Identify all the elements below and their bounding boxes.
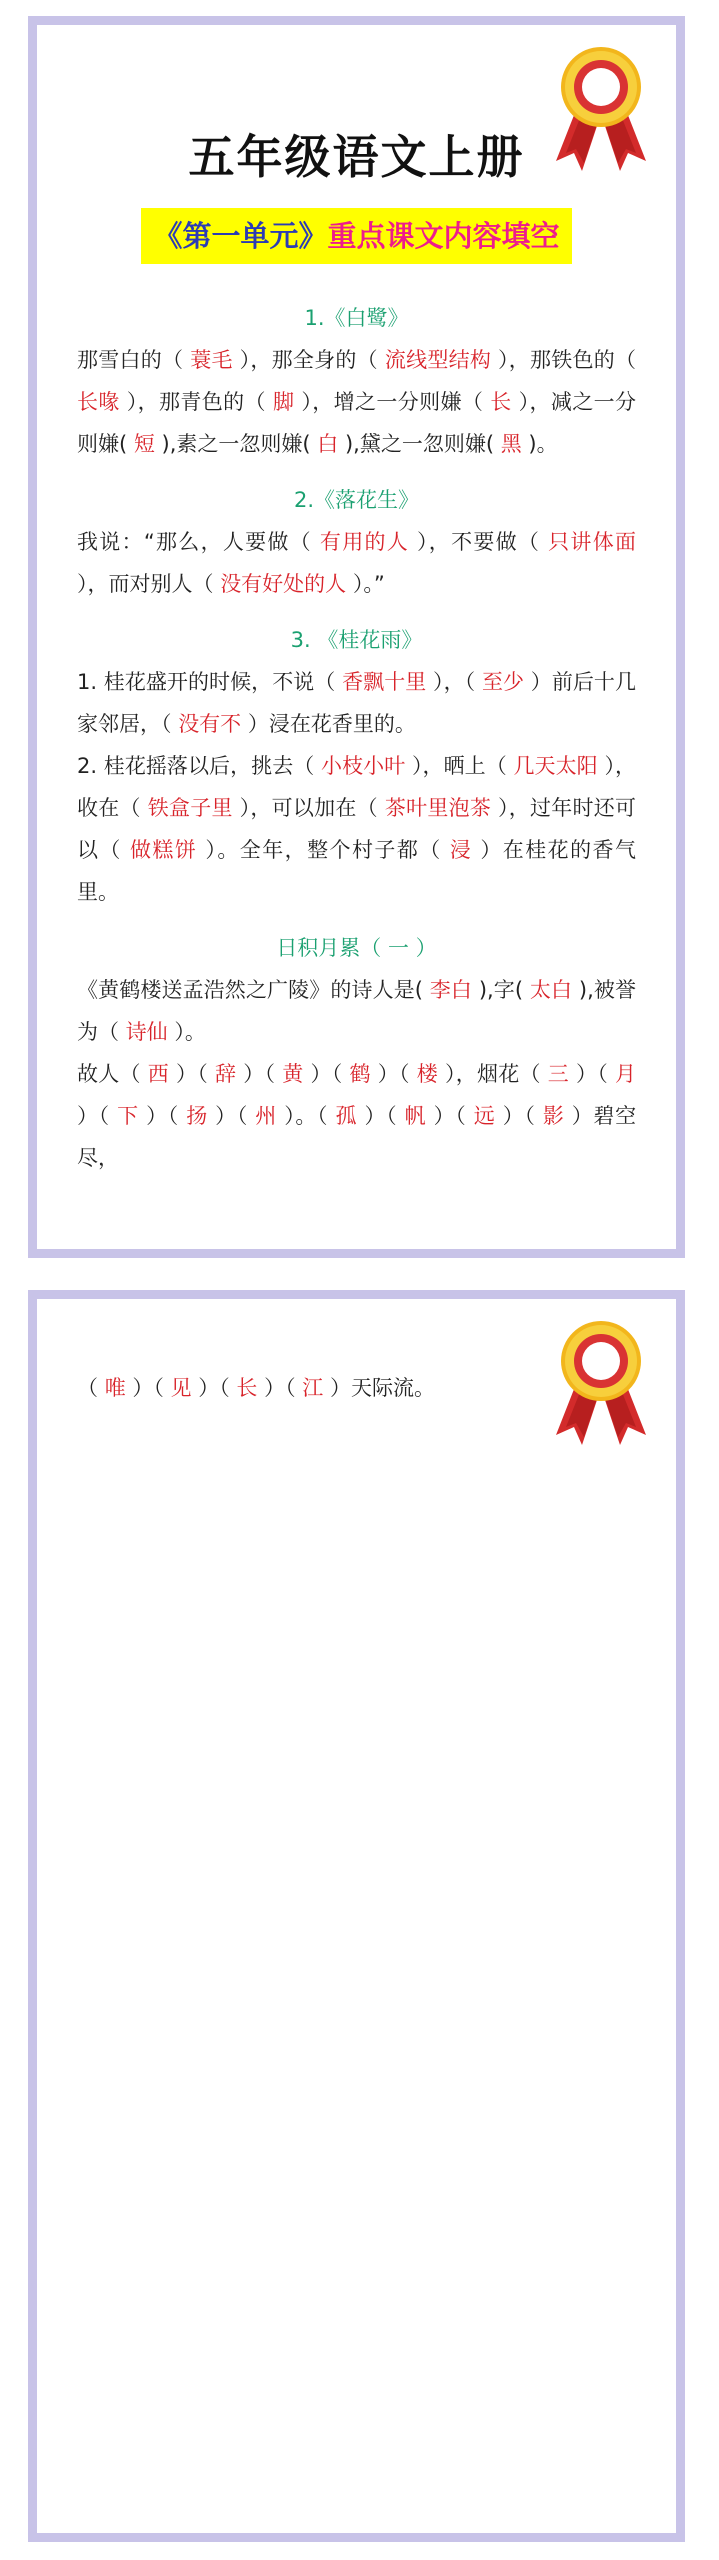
paragraph-text: ）（: [303, 1062, 350, 1086]
fill-in-paragraph: [77, 1053, 636, 1179]
lesson-section: [77, 619, 636, 913]
answer-text: 楼: [416, 1062, 438, 1086]
answer-text: 江: [302, 1376, 324, 1400]
paragraph-text: ）（: [77, 1104, 118, 1128]
paragraph-text: ），那铁色的（: [491, 348, 637, 372]
answer-text: 长喙: [77, 390, 120, 414]
paragraph-text: 故人（: [77, 1062, 148, 1086]
worksheet-content-continued: [77, 1367, 636, 1409]
subtitle-unit: 《第一单元》: [153, 219, 328, 253]
paragraph-text: ），烟花（: [438, 1062, 548, 1086]
answer-text: 李白: [429, 978, 473, 1002]
paragraph-text: ），可以加在（: [232, 796, 385, 820]
paragraph-text: ），过年时还可以（: [77, 796, 637, 862]
paragraph-text: ）在桂花的香气里。: [77, 838, 636, 904]
fill-in-paragraph: [77, 1367, 636, 1409]
answer-text: 远: [473, 1104, 496, 1128]
paragraph-text: ),黛之一忽则嫌(: [338, 432, 501, 456]
paragraph-text: ）（: [236, 1062, 283, 1086]
answer-text: 流线型结构: [384, 348, 492, 372]
paragraph-text: ），那全身的（: [232, 348, 385, 372]
answer-text: 太白: [529, 978, 573, 1002]
paragraph-text: ），减之一分则嫌(: [77, 390, 637, 456]
paragraph-text: ）（: [207, 1104, 256, 1128]
paragraph-text: ）（: [426, 1104, 474, 1128]
lesson-section: [77, 479, 636, 605]
answer-text: 至少: [481, 670, 525, 694]
answer-text: 没有不: [178, 712, 242, 736]
paragraph-text: ）天际流。: [323, 1376, 435, 1400]
paragraph-text: )。: [521, 432, 558, 456]
paragraph-text: ），而对别人（: [77, 572, 221, 596]
subtitle-bar: [37, 208, 676, 264]
answer-text: 西: [147, 1062, 170, 1086]
answer-text: 影: [542, 1104, 565, 1128]
page-title: 五年级语文上册: [188, 130, 525, 184]
paragraph-text: （: [77, 1376, 105, 1400]
answer-text: 茶叶里泡茶: [384, 796, 492, 820]
lesson-section: [77, 297, 636, 465]
fill-in-paragraph: [77, 745, 636, 913]
section-heading: 2.《落花生》: [293, 488, 420, 512]
answer-text: 短: [133, 432, 155, 456]
answer-text: 三: [547, 1062, 570, 1086]
paragraph-text: ）（: [125, 1376, 171, 1400]
answer-text: 没有好处的人: [220, 572, 347, 596]
paragraph-text: ）（: [569, 1062, 616, 1086]
fill-in-paragraph: [77, 969, 636, 1053]
worksheet-page-2: [28, 1290, 685, 2542]
answer-text: 有用的人: [319, 530, 410, 554]
paragraph-text: ）（: [357, 1104, 405, 1128]
paragraph-text: ）。（: [276, 1104, 336, 1128]
paragraph-text: ),被誉为（: [77, 978, 637, 1044]
answer-text: 下: [117, 1104, 139, 1128]
answer-text: 黄: [282, 1062, 304, 1086]
paragraph-text: ）。”: [346, 572, 385, 596]
answer-text: 见: [170, 1376, 192, 1400]
worksheet-content: [77, 297, 636, 1193]
paragraph-text: ），（: [426, 670, 482, 694]
section-heading: 日积月累（ 一 ）: [276, 936, 437, 960]
answer-text: 蓑毛: [190, 348, 233, 372]
answer-text: 白: [317, 432, 339, 456]
fill-in-paragraph: [77, 661, 636, 745]
paragraph-text: 1. 桂花盛开的时候，不说（: [77, 670, 343, 694]
paragraph-text: ）前后十几家邻居，（: [77, 670, 636, 736]
paragraph-text: ），增之一分则嫌（: [294, 390, 491, 414]
answer-text: 州: [255, 1104, 277, 1128]
answer-text: 香飘十里: [342, 670, 427, 694]
paragraph-text: ),字(: [472, 978, 530, 1002]
paragraph-text: 那雪白的（: [77, 348, 191, 372]
answer-text: 只讲体面: [548, 530, 636, 554]
paragraph-text: ）浸在花香里的。: [241, 712, 416, 736]
answer-text: 做糕饼: [129, 838, 198, 862]
paragraph-text: ），那青色的（: [119, 390, 273, 414]
answer-text: 帆: [404, 1104, 427, 1128]
fill-in-paragraph: [77, 521, 636, 605]
paragraph-text: ）（: [191, 1376, 237, 1400]
paragraph-text: 《黄鹤楼送孟浩然之广陵》的诗人是(: [77, 978, 430, 1002]
answer-text: 辞: [215, 1062, 237, 1086]
answer-text: 诗仙: [125, 1020, 168, 1044]
section-heading: 1.《白鹭》: [304, 306, 409, 330]
answer-text: 长: [490, 390, 512, 414]
paragraph-text: ),素之一忽则嫌(: [154, 432, 318, 456]
answer-text: 扬: [186, 1104, 208, 1128]
answer-text: 脚: [272, 390, 295, 414]
paragraph-text: ）。全年，整个村子都（: [197, 838, 450, 862]
paragraph-text: ），收在（: [77, 754, 637, 820]
paragraph-text: ）（: [257, 1376, 303, 1400]
lesson-section: [77, 927, 636, 1179]
answer-text: 唯: [104, 1376, 126, 1400]
answer-text: 月: [615, 1062, 637, 1086]
answer-text: 浸: [449, 838, 473, 862]
paragraph-text: ），不要做（: [409, 530, 549, 554]
worksheet-page-1: [28, 16, 685, 1258]
paragraph-text: ）（: [495, 1104, 543, 1128]
answer-text: 几天太阳: [513, 754, 598, 778]
section-heading: 3. 《桂花雨》: [290, 628, 423, 652]
paragraph-text: 我说：“那么，人要做（: [77, 530, 320, 554]
paragraph-text: ）（: [138, 1104, 187, 1128]
paragraph-text: ），晒上（: [405, 754, 514, 778]
paragraph-text: ）（: [370, 1062, 417, 1086]
answer-text: 孤: [335, 1104, 358, 1128]
fill-in-paragraph: [77, 339, 636, 465]
paragraph-text: ）。: [167, 1020, 206, 1044]
paragraph-text: ）碧空尽，: [77, 1104, 637, 1170]
answer-text: 鹤: [349, 1062, 371, 1086]
answer-text: 铁盒子里: [147, 796, 233, 820]
subtitle-text: 重点课文内容填空: [327, 219, 560, 253]
answer-text: 黑: [500, 432, 522, 456]
subtitle: [141, 208, 571, 264]
paragraph-text: 2. 桂花摇落以后，挑去（: [77, 754, 322, 778]
answer-text: 小枝小叶: [321, 754, 406, 778]
answer-text: 长: [236, 1376, 258, 1400]
paragraph-text: ）（: [169, 1062, 216, 1086]
